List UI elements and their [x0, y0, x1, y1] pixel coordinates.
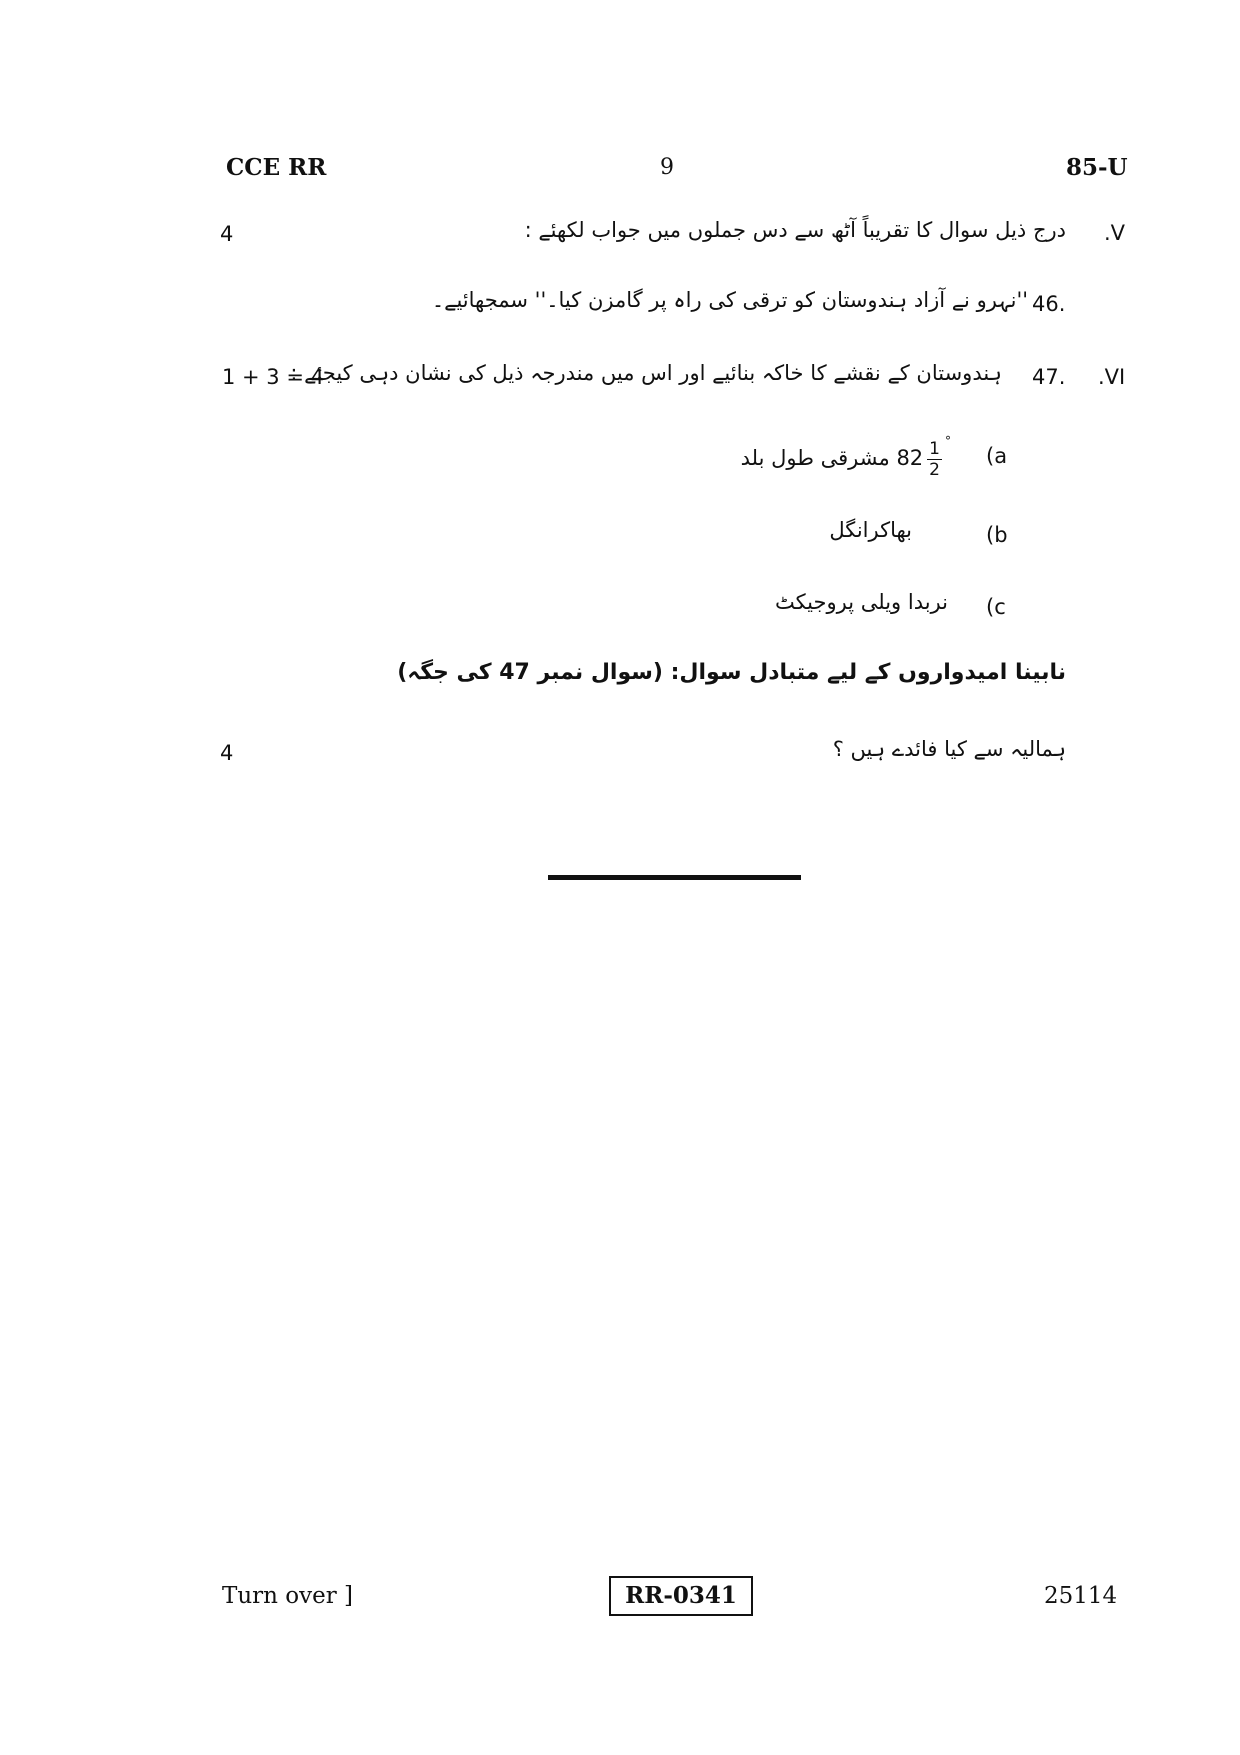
fraction-one-half: 1 ° 2 [929, 433, 951, 480]
section-v-instruction: درج ذیل سوال کا تقریباً آٹھ سے دس جملوں میں جواب لکھئے : [524, 218, 1066, 242]
end-of-questions-rule [548, 875, 801, 880]
header-left: CCE RR [226, 154, 327, 181]
footer-serial: 25114 [1044, 1583, 1118, 1609]
q46-text: ''نہرو نے آزاد ہندوستان کو ترقی کی راہ پر گامزن کیا۔'' سمجھائیے۔ [431, 288, 1028, 312]
sub-item-a-text: مشرقی طول بلد [740, 446, 890, 470]
section-vi-label: .VI [1098, 365, 1126, 389]
sub-item-c-text: نربدا ویلی پروجیکٹ [774, 590, 948, 614]
section-v-marks: 4 [220, 222, 234, 246]
q47-number: 47. [1032, 365, 1066, 389]
sub-item-b-label: (b [986, 523, 1008, 547]
page-number: 9 [660, 155, 674, 180]
section-v-label: .V [1104, 221, 1126, 245]
sub-item-a-label: (a [986, 444, 1008, 468]
q46-number: 46. [1032, 292, 1066, 316]
alternative-question: ہمالیہ سے کیا فائدے ہیں ؟ [832, 737, 1066, 761]
q47-instruction: ہندوستان کے نقشے کا خاکہ بنائیے اور اس میں مندرجہ ذیل کی نشان دہی کیجئے : [290, 361, 1002, 385]
sub-item-a-prefix: 82 [896, 446, 924, 470]
sub-item-c-label: (c [986, 595, 1006, 619]
q47-marks: 1 + 3 = 4 [222, 365, 324, 389]
sub-item-b-text: بھاکرانگل [829, 518, 912, 542]
paper-code-box: RR-0341 [609, 1576, 753, 1616]
header-right: 85-U [1066, 154, 1128, 181]
alternative-heading: نابینا امیدواروں کے لیے متبادل سوال: (سوال نمبر 47 کی جگہ) [397, 660, 1066, 685]
turn-over-note: Turn over ] [222, 1583, 354, 1609]
sub-item-a [740, 428, 951, 488]
alternative-marks: 4 [220, 741, 234, 765]
